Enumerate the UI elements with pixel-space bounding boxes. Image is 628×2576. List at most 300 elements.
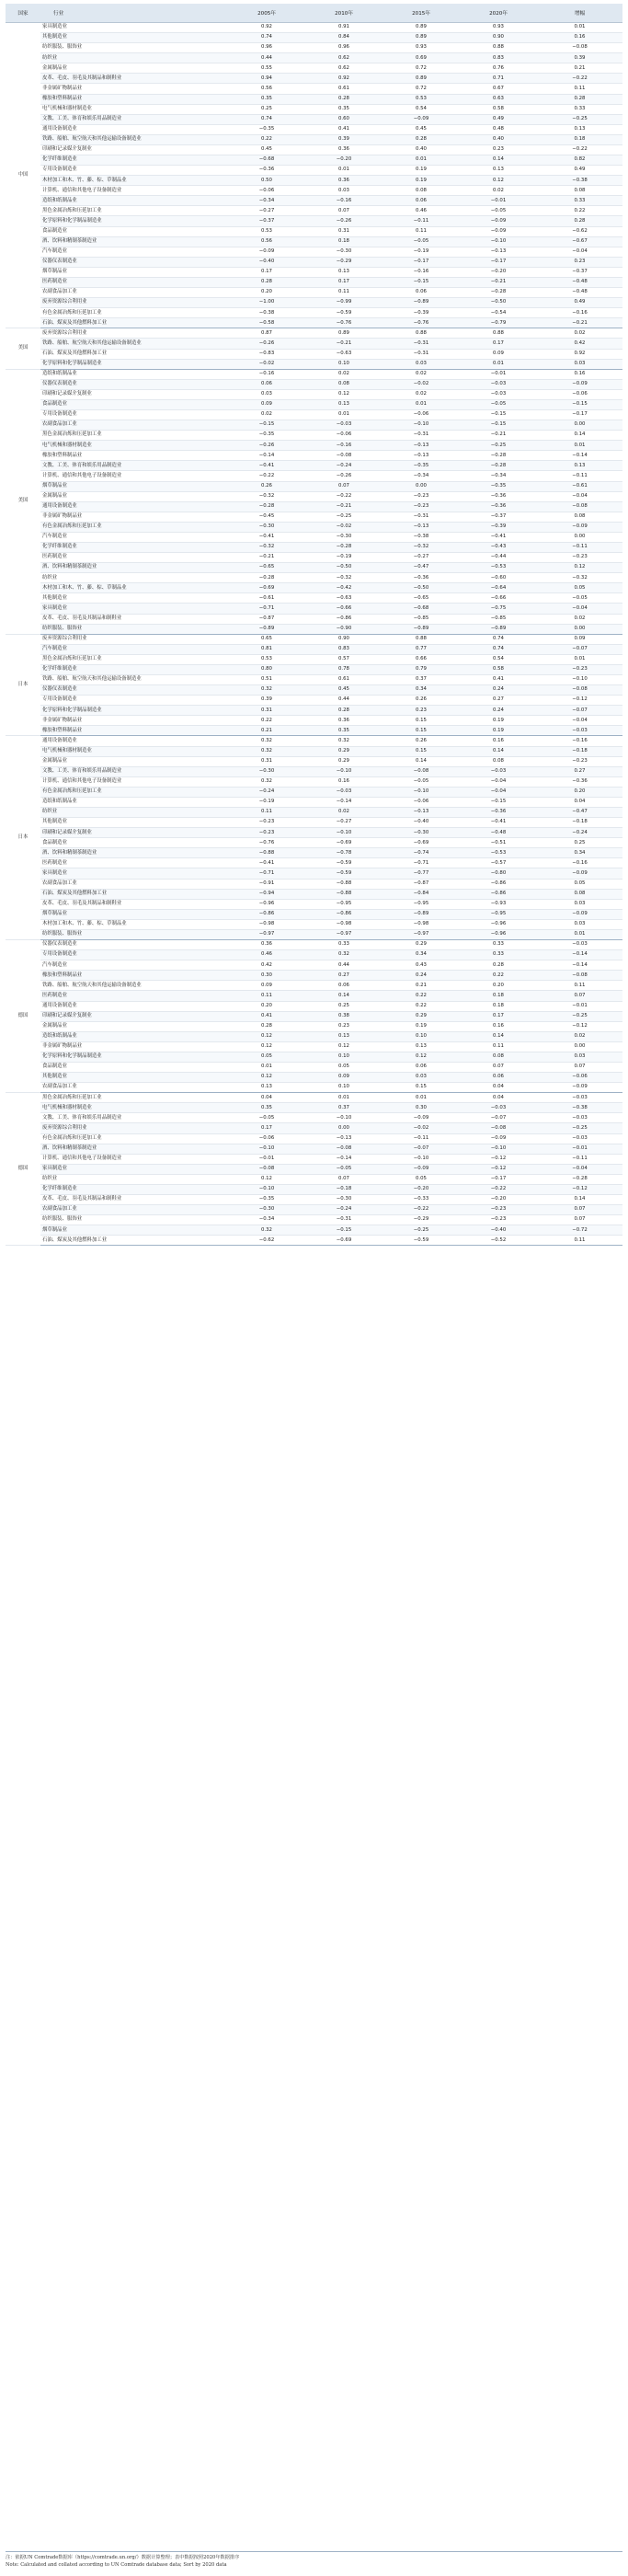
value-2015: −0.36 <box>383 573 460 583</box>
table-row <box>6 461 622 471</box>
industry-cell: 计算机、通信和其他电子设备制造业 <box>40 776 228 787</box>
value-2005: −0.36 <box>228 166 305 176</box>
table-row <box>6 379 622 389</box>
value-2020: −0.36 <box>460 491 537 501</box>
value-2005: −0.32 <box>228 542 305 552</box>
value-2020: −0.25 <box>460 441 537 451</box>
value-2015: −0.33 <box>383 1194 460 1204</box>
value-2005: 0.06 <box>228 379 305 389</box>
value-2005: −0.16 <box>228 369 305 379</box>
value-2005: 0.11 <box>228 991 305 1001</box>
value-2005: 0.35 <box>228 94 305 104</box>
value-2015: 0.89 <box>383 23 460 33</box>
value-2015: 0.03 <box>383 359 460 369</box>
industry-cell: 印刷和记录媒介复制业 <box>40 144 228 155</box>
value-2020: 0.04 <box>460 1083 537 1093</box>
trade-table-container <box>6 4 622 1246</box>
delta-cell: −0.11 <box>537 1154 622 1164</box>
value-2005: 0.12 <box>228 1031 305 1041</box>
value-2005: 0.50 <box>228 176 305 186</box>
value-2010: −0.88 <box>305 889 383 899</box>
value-2005: −0.10 <box>228 1144 305 1154</box>
table-row <box>6 522 622 532</box>
value-2020: −0.12 <box>460 1154 537 1164</box>
value-2005: 0.46 <box>228 950 305 960</box>
value-2005: 0.17 <box>228 1123 305 1133</box>
value-2005: 0.30 <box>228 971 305 981</box>
industry-cell: 印刷和记录媒介复制业 <box>40 389 228 399</box>
delta-cell: −0.23 <box>537 553 622 563</box>
value-2010: −0.30 <box>305 247 383 257</box>
value-2020: −0.01 <box>460 196 537 206</box>
delta-cell: 0.20 <box>537 787 622 797</box>
industry-cell: 造纸和纸制品业 <box>40 196 228 206</box>
table-row <box>6 328 622 339</box>
delta-cell: 0.08 <box>537 186 622 196</box>
value-2020: −0.10 <box>460 236 537 247</box>
delta-cell: 0.82 <box>537 155 622 166</box>
value-2015: −0.13 <box>383 522 460 532</box>
industry-cell: 文教、工美、体育和娱乐用品制造业 <box>40 114 228 124</box>
industry-cell: 化学原料和化学制品制造业 <box>40 1052 228 1062</box>
delta-cell: −0.16 <box>537 308 622 318</box>
value-2020: 0.19 <box>460 726 537 736</box>
value-2015: −0.06 <box>383 797 460 807</box>
value-2005: −0.22 <box>228 471 305 481</box>
value-2015: 0.01 <box>383 399 460 409</box>
industry-cell: 皮革、毛皮、羽毛及其制品和制鞋业 <box>40 74 228 84</box>
industry-cell: 化学原料和化学制品制造业 <box>40 706 228 716</box>
value-2005: −0.14 <box>228 451 305 461</box>
value-2005: 0.87 <box>228 328 305 339</box>
delta-cell: −0.72 <box>537 1225 622 1236</box>
value-2005: −0.26 <box>228 339 305 349</box>
value-2015: 0.03 <box>383 1073 460 1083</box>
table-row <box>6 991 622 1001</box>
value-2015: 0.29 <box>383 1011 460 1021</box>
value-2020: −0.41 <box>460 818 537 828</box>
value-2005: −0.01 <box>228 1154 305 1164</box>
value-2010: −0.98 <box>305 919 383 929</box>
value-2020: −0.37 <box>460 512 537 522</box>
table-row <box>6 929 622 939</box>
value-2010: −0.32 <box>305 573 383 583</box>
value-2020: 0.22 <box>460 971 537 981</box>
table-row <box>6 1174 622 1184</box>
delta-cell: −0.09 <box>537 909 622 919</box>
delta-cell: −0.08 <box>537 501 622 512</box>
delta-cell: 0.28 <box>537 216 622 226</box>
value-2020: 0.04 <box>460 1093 537 1103</box>
value-2020: −0.21 <box>460 277 537 287</box>
value-2005: 0.09 <box>228 981 305 991</box>
value-2020: 0.58 <box>460 104 537 114</box>
value-2015: −0.65 <box>383 593 460 604</box>
value-2005: 0.35 <box>228 1103 305 1113</box>
value-2010: −0.08 <box>305 451 383 461</box>
value-2020: −0.50 <box>460 298 537 308</box>
value-2010: −0.03 <box>305 420 383 431</box>
value-2010: 0.96 <box>305 43 383 53</box>
value-2005: 0.20 <box>228 288 305 298</box>
value-2015: −0.29 <box>383 1215 460 1225</box>
delta-cell: −0.10 <box>537 675 622 685</box>
value-2010: −0.03 <box>305 787 383 797</box>
industry-cell: 电气机械和器材制造业 <box>40 746 228 756</box>
industry-cell: 印刷和记录媒介复制业 <box>40 828 228 838</box>
value-2010: 0.28 <box>305 94 383 104</box>
delta-cell: −0.11 <box>537 471 622 481</box>
value-2010: −0.50 <box>305 563 383 573</box>
table-row <box>6 756 622 766</box>
table-row <box>6 604 622 614</box>
value-2020: 0.90 <box>460 33 537 43</box>
value-2005: −0.28 <box>228 501 305 512</box>
industry-cell: 纺织业 <box>40 53 228 63</box>
table-row <box>6 532 622 542</box>
value-2010: −0.22 <box>305 491 383 501</box>
value-2010: −0.25 <box>305 512 383 522</box>
value-2010: 0.31 <box>305 226 383 236</box>
table-row <box>6 339 622 349</box>
value-2020: 0.54 <box>460 654 537 664</box>
value-2010: 0.10 <box>305 1083 383 1093</box>
table-row <box>6 53 622 63</box>
value-2020: −0.48 <box>460 828 537 838</box>
table-row <box>6 940 622 950</box>
value-2015: −0.40 <box>383 818 460 828</box>
value-2015: −0.09 <box>383 114 460 124</box>
delta-cell: −0.06 <box>537 1073 622 1083</box>
value-2015: 0.29 <box>383 940 460 950</box>
value-2020: 0.23 <box>460 144 537 155</box>
table-row <box>6 654 622 664</box>
table-row <box>6 451 622 461</box>
table-row <box>6 1093 622 1103</box>
table-row <box>6 277 622 287</box>
value-2020: −0.05 <box>460 206 537 216</box>
delta-cell: 0.33 <box>537 104 622 114</box>
value-2015: 0.89 <box>383 33 460 43</box>
table-row <box>6 726 622 736</box>
value-2005: 0.53 <box>228 654 305 664</box>
value-2005: 0.04 <box>228 1093 305 1103</box>
table-row <box>6 1164 622 1174</box>
value-2015: 0.26 <box>383 736 460 746</box>
table-row <box>6 1225 622 1236</box>
industry-cell: 其他制造业 <box>40 33 228 43</box>
value-2020: −0.36 <box>460 808 537 818</box>
delta-cell: −0.37 <box>537 267 622 277</box>
delta-cell: 0.05 <box>537 583 622 593</box>
delta-cell: 0.00 <box>537 1041 622 1052</box>
table-row <box>6 441 622 451</box>
delta-cell: 0.09 <box>537 634 622 644</box>
value-2010: 0.60 <box>305 114 383 124</box>
value-2010: −0.24 <box>305 1205 383 1215</box>
industry-cell: 铁路、船舶、航空航天和其他运输设备制造业 <box>40 981 228 991</box>
value-2015: −0.22 <box>383 1205 460 1215</box>
value-2020: −0.64 <box>460 583 537 593</box>
value-2005: −0.34 <box>228 196 305 206</box>
value-2010: 0.02 <box>305 808 383 818</box>
value-2020: −0.09 <box>460 216 537 226</box>
value-2020: −0.53 <box>460 848 537 858</box>
table-row <box>6 84 622 94</box>
value-2020: −0.86 <box>460 889 537 899</box>
value-2005: 0.13 <box>228 1083 305 1093</box>
country-cell: 德国 <box>6 1093 40 1246</box>
value-2005: 0.25 <box>228 104 305 114</box>
value-2005: −0.41 <box>228 532 305 542</box>
delta-cell: 0.01 <box>537 23 622 33</box>
table-row <box>6 787 622 797</box>
delta-cell: −0.04 <box>537 716 622 726</box>
industry-cell: 农副食品加工业 <box>40 879 228 889</box>
industry-cell: 非金属矿物制品业 <box>40 716 228 726</box>
value-2005: −0.45 <box>228 512 305 522</box>
value-2005: −0.02 <box>228 359 305 369</box>
value-2005: −0.19 <box>228 797 305 807</box>
table-row <box>6 1083 622 1093</box>
value-2015: 0.19 <box>383 1021 460 1031</box>
value-2005: −0.05 <box>228 1113 305 1123</box>
value-2010: 0.38 <box>305 1011 383 1021</box>
value-2020: −0.41 <box>460 532 537 542</box>
value-2020: −0.03 <box>460 1103 537 1113</box>
value-2020: −0.34 <box>460 471 537 481</box>
value-2005: 0.55 <box>228 63 305 74</box>
value-2015: −0.68 <box>383 604 460 614</box>
value-2010: 0.45 <box>305 685 383 696</box>
value-2005: 0.74 <box>228 114 305 124</box>
table-row <box>6 389 622 399</box>
value-2005: −0.09 <box>228 247 305 257</box>
table-row <box>6 828 622 838</box>
value-2005: 0.56 <box>228 236 305 247</box>
value-2005: −0.27 <box>228 206 305 216</box>
table-row <box>6 553 622 563</box>
value-2005: −0.98 <box>228 919 305 929</box>
industry-cell: 电气机械和器材制造业 <box>40 441 228 451</box>
value-2005: −0.35 <box>228 124 305 134</box>
header-2010: 2010年 <box>305 4 383 23</box>
value-2010: 0.13 <box>305 267 383 277</box>
delta-cell: −0.25 <box>537 1123 622 1133</box>
value-2005: 0.42 <box>228 960 305 971</box>
table-row <box>6 74 622 84</box>
industry-cell: 造纸和纸制品业 <box>40 1031 228 1041</box>
table-row <box>6 247 622 257</box>
industry-cell: 有色金属冶炼和压延加工业 <box>40 787 228 797</box>
value-2015: −0.31 <box>383 339 460 349</box>
value-2005: 0.22 <box>228 716 305 726</box>
value-2020: 0.40 <box>460 134 537 144</box>
value-2015: −0.13 <box>383 808 460 818</box>
value-2020: 0.17 <box>460 339 537 349</box>
industry-index-table <box>6 4 622 1246</box>
table-row <box>6 155 622 166</box>
value-2015: −0.30 <box>383 828 460 838</box>
industry-cell: 纺织业 <box>40 1174 228 1184</box>
value-2010: −0.90 <box>305 624 383 634</box>
value-2015: 0.01 <box>383 1093 460 1103</box>
value-2005: −0.08 <box>228 1164 305 1174</box>
table-row <box>6 1041 622 1052</box>
value-2020: 0.41 <box>460 675 537 685</box>
industry-cell: 仪器仪表制造业 <box>40 257 228 267</box>
value-2010: −0.59 <box>305 308 383 318</box>
table-row <box>6 1052 622 1062</box>
value-2010: 0.90 <box>305 634 383 644</box>
delta-cell: 0.07 <box>537 991 622 1001</box>
value-2020: −0.93 <box>460 899 537 909</box>
delta-cell: 0.13 <box>537 461 622 471</box>
delta-cell: −0.14 <box>537 950 622 960</box>
industry-cell: 造纸和纸制品业 <box>40 797 228 807</box>
value-2005: 0.94 <box>228 74 305 84</box>
value-2010: −0.86 <box>305 614 383 624</box>
delta-cell: 0.49 <box>537 166 622 176</box>
value-2010: 0.35 <box>305 104 383 114</box>
value-2020: 0.58 <box>460 664 537 674</box>
industry-cell: 烟草制品业 <box>40 909 228 919</box>
value-2010: 0.62 <box>305 53 383 63</box>
delta-cell: 0.18 <box>537 134 622 144</box>
delta-cell: −0.16 <box>537 858 622 868</box>
industry-cell: 汽车制造业 <box>40 960 228 971</box>
delta-cell: 0.34 <box>537 848 622 858</box>
value-2010: 0.01 <box>305 409 383 420</box>
industry-cell: 金属制品业 <box>40 756 228 766</box>
industry-cell: 仪器仪表制造业 <box>40 685 228 696</box>
value-2005: 0.39 <box>228 696 305 706</box>
value-2015: 0.34 <box>383 685 460 696</box>
value-2020: −0.52 <box>460 1236 537 1246</box>
value-2010: 0.32 <box>305 736 383 746</box>
table-row <box>6 542 622 552</box>
value-2020: 0.18 <box>460 991 537 1001</box>
value-2020: −0.86 <box>460 879 537 889</box>
value-2005: 0.26 <box>228 481 305 491</box>
value-2020: −0.80 <box>460 868 537 879</box>
value-2020: 0.48 <box>460 124 537 134</box>
value-2010: 0.12 <box>305 389 383 399</box>
table-row <box>6 644 622 654</box>
value-2020: 0.11 <box>460 1041 537 1052</box>
value-2005: −0.69 <box>228 583 305 593</box>
value-2010: 0.61 <box>305 675 383 685</box>
value-2010: −0.21 <box>305 339 383 349</box>
value-2020: 0.93 <box>460 23 537 33</box>
value-2015: −0.17 <box>383 257 460 267</box>
value-2010: 0.18 <box>305 236 383 247</box>
delta-cell: −0.03 <box>537 1113 622 1123</box>
value-2005: 0.20 <box>228 1001 305 1011</box>
value-2005: −0.30 <box>228 766 305 776</box>
delta-cell: −0.24 <box>537 828 622 838</box>
delta-cell: −0.48 <box>537 288 622 298</box>
value-2020: 0.27 <box>460 696 537 706</box>
value-2010: 0.14 <box>305 991 383 1001</box>
value-2005: 0.31 <box>228 706 305 716</box>
delta-cell: 0.33 <box>537 196 622 206</box>
industry-cell: 纺织服装、服饰业 <box>40 624 228 634</box>
value-2020: −0.96 <box>460 929 537 939</box>
value-2005: −0.30 <box>228 1205 305 1215</box>
industry-cell: 有色金属冶炼和压延加工业 <box>40 308 228 318</box>
industry-cell: 化学纤维制造业 <box>40 1184 228 1194</box>
industry-cell: 化学原料和化学制品制造业 <box>40 216 228 226</box>
value-2020: 0.83 <box>460 53 537 63</box>
value-2020: −0.28 <box>460 288 537 298</box>
industry-cell: 通用设备制造业 <box>40 1001 228 1011</box>
delta-cell: −0.28 <box>537 1174 622 1184</box>
table-row <box>6 624 622 634</box>
table-row <box>6 563 622 573</box>
delta-cell: 0.02 <box>537 614 622 624</box>
table-row <box>6 909 622 919</box>
value-2015: 0.22 <box>383 1001 460 1011</box>
value-2020: 0.63 <box>460 94 537 104</box>
value-2010: 0.07 <box>305 206 383 216</box>
table-row <box>6 1001 622 1011</box>
delta-cell: −0.05 <box>537 593 622 604</box>
delta-cell: 0.13 <box>537 124 622 134</box>
table-row <box>6 858 622 868</box>
table-row <box>6 1103 622 1113</box>
value-2010: 0.07 <box>305 1174 383 1184</box>
delta-cell: 0.14 <box>537 1194 622 1204</box>
delta-cell: −0.06 <box>537 389 622 399</box>
table-row <box>6 216 622 226</box>
table-row <box>6 349 622 359</box>
value-2010: −0.16 <box>305 441 383 451</box>
value-2005: 0.22 <box>228 134 305 144</box>
industry-cell: 其他制造业 <box>40 1073 228 1083</box>
value-2005: 0.02 <box>228 409 305 420</box>
table-row <box>6 950 622 960</box>
value-2015: −0.06 <box>383 409 460 420</box>
delta-cell: −0.67 <box>537 236 622 247</box>
value-2005: 0.53 <box>228 226 305 236</box>
value-2010: 0.09 <box>305 1073 383 1083</box>
value-2020: −0.13 <box>460 247 537 257</box>
industry-cell: 有色金属冶炼和压延加工业 <box>40 522 228 532</box>
industry-cell: 酒、饮料和精制茶制造业 <box>40 236 228 247</box>
table-row <box>6 94 622 104</box>
delta-cell: 0.49 <box>537 298 622 308</box>
table-row <box>6 134 622 144</box>
value-2020: 0.20 <box>460 981 537 991</box>
value-2015: −0.69 <box>383 838 460 848</box>
value-2020: 0.71 <box>460 74 537 84</box>
value-2010: −0.69 <box>305 1236 383 1246</box>
table-row <box>6 960 622 971</box>
value-2020: −0.39 <box>460 522 537 532</box>
value-2020: −0.17 <box>460 257 537 267</box>
industry-cell: 汽车制造业 <box>40 644 228 654</box>
value-2005: −0.86 <box>228 909 305 919</box>
delta-cell: −0.18 <box>537 746 622 756</box>
table-row <box>6 706 622 716</box>
value-2015: −0.31 <box>383 349 460 359</box>
value-2010: 0.32 <box>305 950 383 960</box>
value-2010: 0.03 <box>305 186 383 196</box>
country-cell: 日本 <box>6 634 40 736</box>
value-2015: 0.00 <box>383 481 460 491</box>
value-2010: 0.06 <box>305 981 383 991</box>
